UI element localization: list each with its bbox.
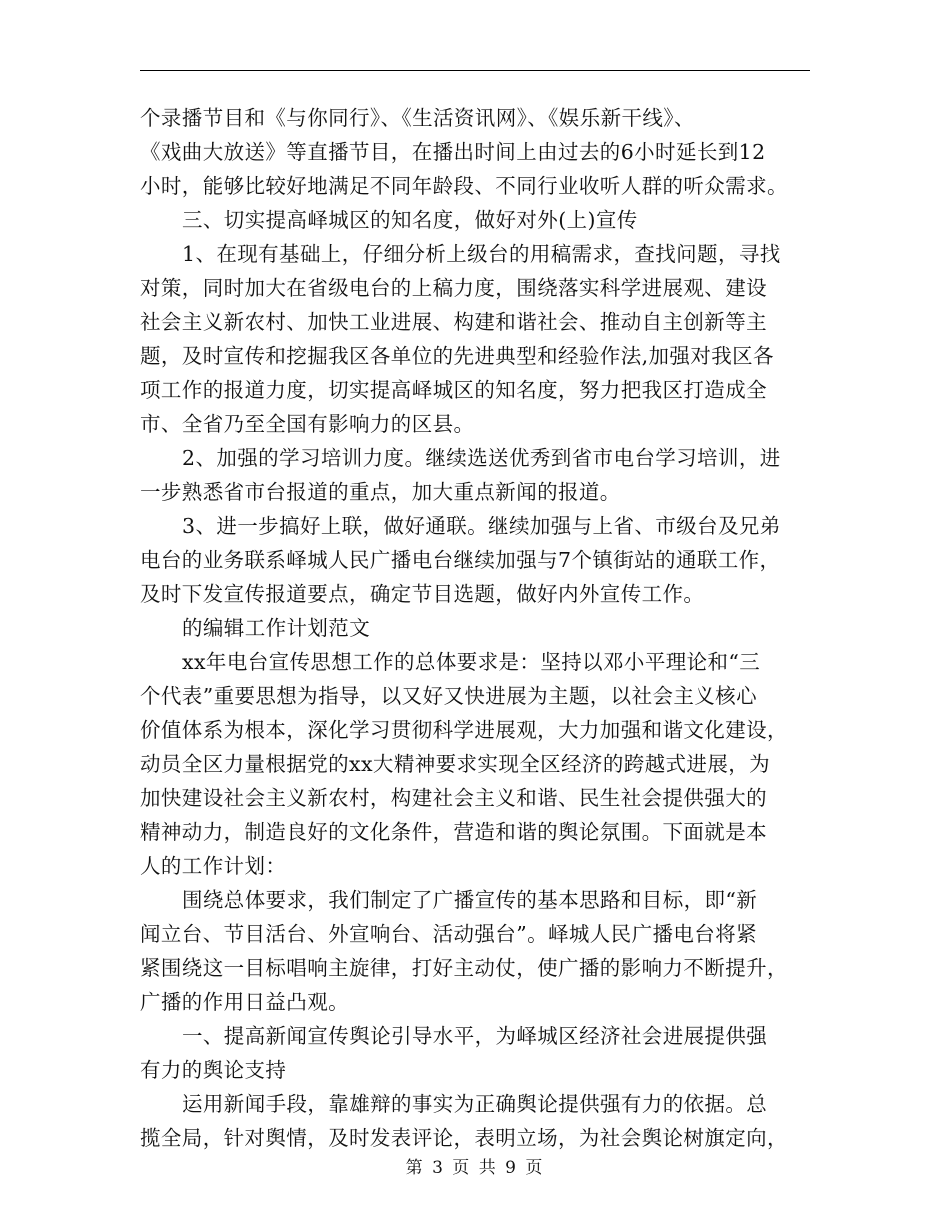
text-line: 社会主义新农村、加快工业进展、构建和谐社会、推动自主创新等主 — [140, 310, 767, 334]
text-line: 小时，能够比较好地满足不同年龄段、不同行业收听人群的听众需求。 — [140, 174, 788, 198]
page-number: 第 3 页 共 9 页 — [405, 1158, 545, 1178]
header-rule — [140, 70, 810, 71]
text-line: 3、进一步搞好上联，做好通联。继续加强与上省、市级台及兄弟 — [182, 514, 781, 538]
text-line: 动员全区力量根据党的xx大精神要求实现全区经济的跨越式进展，为 — [140, 752, 771, 776]
text-line: 人的工作计划： — [140, 854, 287, 878]
text-line: 项工作的报道力度，切实提高峄城区的知名度，努力把我区打造成全 — [140, 378, 767, 402]
text-line: 价值体系为根本，深化学习贯彻科学进展观，大力加强和谐文化建设， — [140, 718, 788, 742]
text-line: 个录播节目和《与你同行》、《生活资讯网》、《娱乐新干线》、 — [140, 106, 695, 130]
text-line: 围绕总体要求，我们制定了广播宣传的基本思路和目标，即“新 — [182, 888, 758, 912]
text-line: 1、在现有基础上，仔细分析上级台的用稿需求，查找问题，寻找 — [182, 242, 781, 266]
text-line: 及时下发宣传报道要点，确定节目选题，做好内外宣传工作。 — [140, 582, 705, 606]
text-line: 揽全局，针对舆情，及时发表评论，表明立场，为社会舆论树旗定向， — [140, 1126, 788, 1150]
text-line: 一步熟悉省市台报道的重点，加大重点新闻的报道。 — [140, 480, 621, 504]
text-line: 个代表”重要思想为指导，以又好又快进展为主题，以社会主义核心 — [140, 684, 757, 708]
text-line: 《戏曲大放送》等直播节目，在播出时间上由过去的6小时延长到12 — [140, 140, 766, 164]
text-line: 运用新闻手段，靠雄辩的事实为正确舆论提供强有力的依据。总 — [182, 1092, 768, 1116]
text-line: 有力的舆论支持 — [140, 1058, 287, 1082]
text-line: 的编辑工作计划范文 — [182, 616, 371, 640]
document-body — [140, 101, 820, 1155]
text-line: 对策，同时加大在省级电台的上稿力度，围绕落实科学进展观、建设 — [140, 276, 767, 300]
text-line: 市、全省乃至全国有影响力的区县。 — [140, 412, 475, 436]
text-line: 题，及时宣传和挖掘我区各单位的先进典型和经验作法,加强对我区各 — [140, 344, 774, 368]
text-line: 2、加强的学习培训力度。继续选送优秀到省市电台学习培训，进 — [182, 446, 781, 470]
text-line: 三、切实提高峄城区的知名度，做好对外(上)宣传 — [182, 208, 638, 232]
text-line: 精神动力，制造良好的文化条件，营造和谐的舆论氛围。下面就是本 — [140, 820, 767, 844]
text-line: 紧围绕这一目标唱响主旋律，打好主动仗，使广播的影响力不断提升， — [140, 956, 788, 980]
text-line: 电台的业务联系峄城人民广播电台继续加强与7个镇街站的通联工作， — [140, 548, 781, 572]
text-line: 闻立台、节目活台、外宣响台、活动强台”。峄城人民广播电台将紧 — [140, 922, 757, 946]
text-line: 一、提高新闻宣传舆论引导水平，为峄城区经济社会进展提供强 — [182, 1024, 768, 1048]
text-line: 加快建设社会主义新农村，构建社会主义和谐、民生社会提供强大的 — [140, 786, 767, 810]
text-line: 广播的作用日益凸观。 — [140, 990, 349, 1014]
text-line: xx年电台宣传思想工作的总体要求是：坚持以邓小平理论和“三 — [182, 650, 761, 674]
